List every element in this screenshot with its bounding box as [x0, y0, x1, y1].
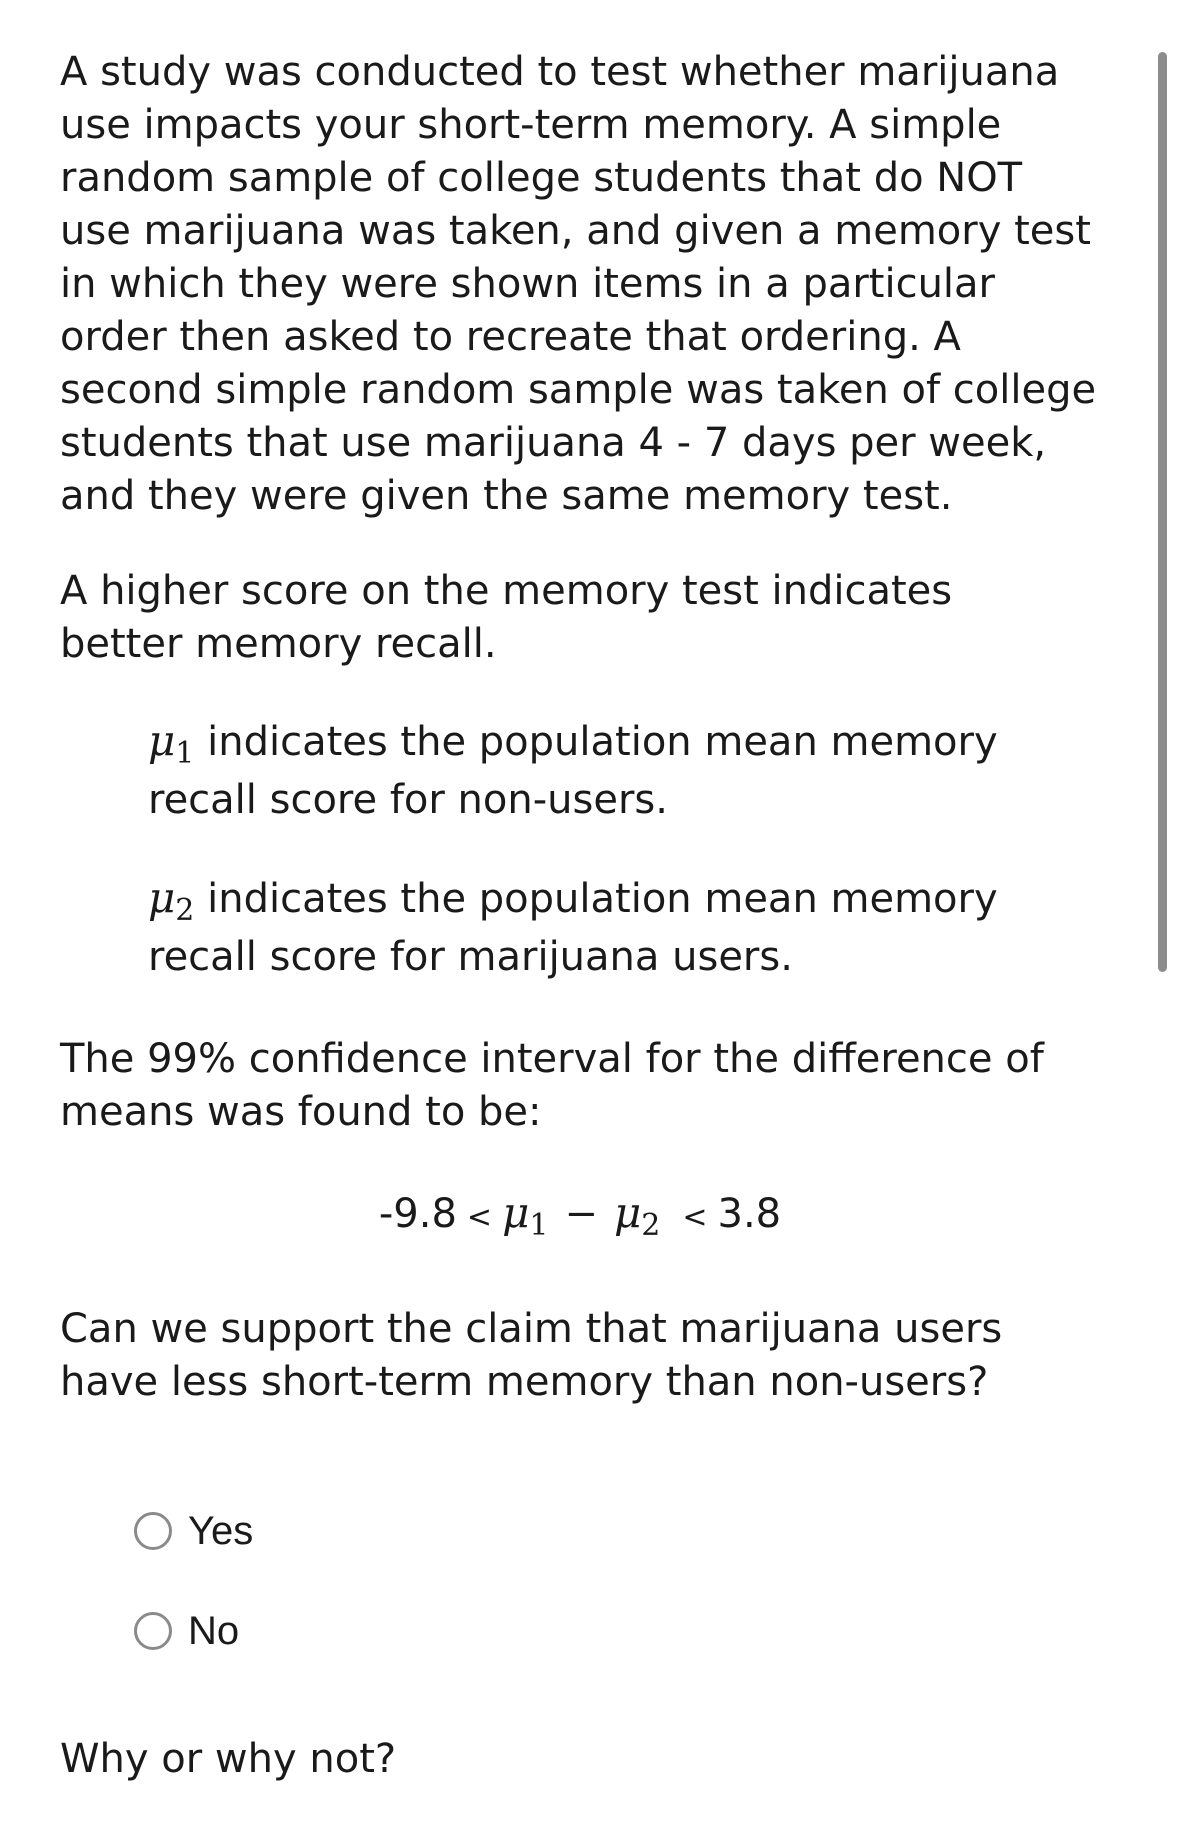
radio-button-yes[interactable]	[134, 1512, 172, 1550]
score-note: A higher score on the memory test indicates better memory recall.	[60, 568, 953, 667]
less-than-sign: <	[682, 1200, 708, 1235]
mu2-symbol: μ2	[613, 1188, 661, 1243]
mu1-symbol: μ1	[148, 716, 195, 771]
option-label-no[interactable]: No	[188, 1608, 240, 1653]
question-content	[60, 46, 1100, 1786]
mu1-symbol: μ1	[502, 1188, 549, 1243]
answer-options	[134, 1501, 1100, 1661]
question-prompt: Can we support the claim that marijuana users have less short-term memory than non-users?	[60, 1306, 1003, 1405]
study-description: A study was conducted to test whether marijuana use impacts your short-term memory. A simple random sample of college students that do NOT use marijuana was taken, and given a memory test in which they were shown items in a particular order then asked to recreate that ordering. A second simple random sample was taken of college students that use marijuana 4 - 7 days per week, and they were given the same memory test.	[60, 49, 1097, 519]
confidence-interval	[60, 1185, 1100, 1245]
option-yes[interactable]	[134, 1501, 1100, 1561]
option-label-yes[interactable]: Yes	[188, 1508, 254, 1553]
followup-question: Why or why not?	[60, 1736, 397, 1782]
mu2-symbol: μ2	[148, 873, 195, 928]
scrollbar[interactable]	[1158, 52, 1167, 972]
confidence-interval-statement: The 99% confidence interval for the difference of means was found to be:	[60, 1036, 1044, 1135]
mu2-definition	[148, 870, 1098, 985]
option-no[interactable]	[134, 1601, 1100, 1661]
interval-lower: -9.8	[378, 1191, 457, 1237]
less-than-sign: <	[466, 1200, 493, 1235]
minus-sign: −	[564, 1191, 598, 1237]
mu1-definition	[148, 713, 1098, 828]
radio-button-no[interactable]	[134, 1612, 172, 1650]
mu1-text: indicates the population mean memory recall score for non-users.	[148, 719, 998, 823]
mu2-text: indicates the population mean memory recall score for marijuana users.	[148, 876, 998, 980]
interval-upper: 3.8	[717, 1191, 782, 1237]
